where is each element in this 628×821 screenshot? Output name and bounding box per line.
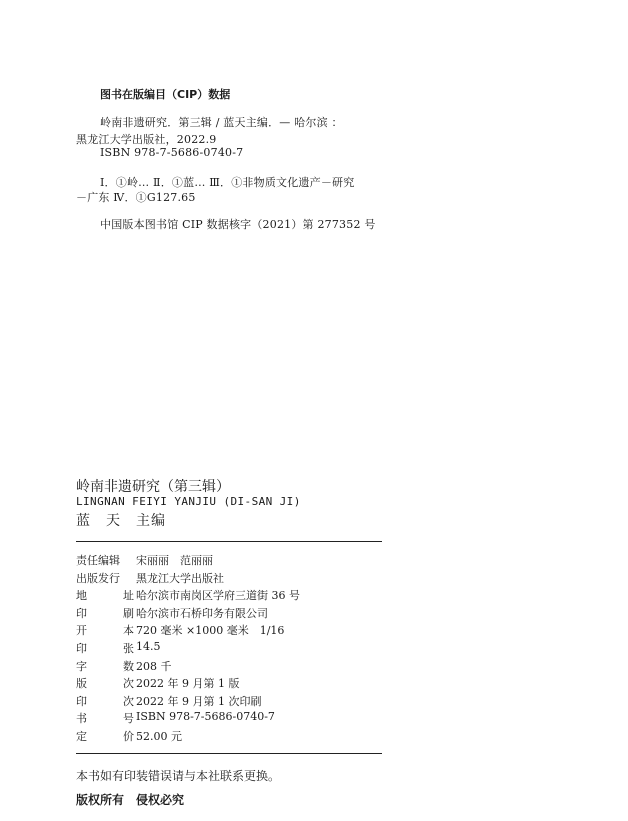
info-row — [76, 552, 213, 568]
info-label-text: 印 — [76, 694, 87, 708]
info-label-text: 印 — [76, 642, 87, 655]
info-value: ISBN 978-7-5686-0740-7 — [136, 710, 275, 724]
cip-line: －广东 Ⅳ．①G127.65 — [76, 191, 196, 204]
info-label — [76, 622, 134, 638]
cip-line: 黑龙江大学出版社，2022.9 — [76, 133, 217, 146]
info-label — [76, 675, 134, 691]
info-label — [76, 605, 134, 621]
book-subtitle: LINGNAN FEIYI YANJIU (DI-SAN JI) — [76, 495, 301, 508]
replacement-notice: 本书如有印装错误请与本社联系更换。 — [76, 769, 281, 783]
info-value: 哈尔滨市南岗区学府三道街 36 号 — [136, 589, 300, 603]
info-label-text: 出版发行 — [76, 571, 120, 585]
info-row — [76, 587, 300, 603]
cip-line: 岭南非遗研究．第三辑 / 蓝天主编．— 哈尔滨 ： — [100, 116, 343, 129]
info-label-text: 刷 — [123, 606, 134, 620]
cip-line: 中国版本图书馆 CIP 数据核字（2021）第 277352 号 — [100, 218, 376, 231]
info-label-text: 址 — [123, 589, 134, 603]
info-row — [76, 640, 161, 656]
info-label — [76, 728, 134, 744]
info-label — [76, 710, 134, 726]
info-label-text: 价 — [123, 730, 134, 743]
divider-top — [76, 541, 382, 542]
info-value: 黑龙江大学出版社 — [136, 571, 224, 585]
info-row — [76, 693, 261, 709]
cip-line: Ⅰ．①岭… Ⅱ．①蓝… Ⅲ．①非物质文化遗产－研究 — [100, 176, 355, 189]
info-row — [76, 728, 182, 744]
info-label-text: 书 — [76, 712, 87, 726]
info-row — [76, 675, 239, 691]
book-title: 岭南非遗研究（第三辑） — [76, 479, 230, 495]
info-label — [76, 552, 134, 568]
info-value: 14.5 — [136, 640, 161, 653]
book-author: 蓝 天 主编 — [76, 513, 166, 529]
info-value: 2022 年 9 月第 1 次印刷 — [136, 694, 262, 708]
info-value: 宋丽丽 范丽丽 — [136, 554, 213, 567]
info-value: 2022 年 9 月第 1 版 — [136, 677, 240, 691]
info-label-text: 版 — [76, 677, 87, 691]
cip-line: ISBN 978-7-5686-0740-7 — [100, 146, 244, 159]
info-value: 52.00 元 — [136, 730, 182, 743]
info-label-text: 地 — [76, 589, 87, 603]
info-row — [76, 570, 224, 586]
info-row — [76, 658, 172, 674]
info-label — [76, 570, 134, 586]
info-label — [76, 587, 134, 603]
info-label — [76, 658, 134, 674]
info-label — [76, 693, 134, 709]
info-label-text: 定 — [76, 730, 87, 743]
info-label-text: 张 — [123, 642, 134, 655]
info-label-text: 印 — [76, 606, 87, 620]
info-label-text: 号 — [123, 712, 134, 726]
info-label-text: 次 — [123, 677, 134, 691]
info-row — [76, 710, 275, 726]
info-row — [76, 622, 284, 638]
copyright-notice: 版权所有 侵权必究 — [76, 793, 185, 807]
info-value: 208 千 — [136, 659, 172, 673]
divider-bottom — [76, 753, 382, 754]
info-label-text: 本 — [123, 624, 134, 638]
info-row — [76, 605, 268, 621]
info-label — [76, 640, 134, 656]
info-label-text: 次 — [123, 694, 134, 708]
cip-heading: 图书在版编目（CIP）数据 — [100, 88, 231, 101]
info-label-text: 开 — [76, 624, 87, 638]
info-value: 哈尔滨市石桥印务有限公司 — [136, 606, 268, 620]
info-label-text: 责任编辑 — [76, 554, 120, 567]
info-label-text: 数 — [123, 659, 134, 673]
info-label-text: 字 — [76, 659, 87, 673]
info-value: 720 毫米 ×1000 毫米 1/16 — [136, 624, 285, 638]
